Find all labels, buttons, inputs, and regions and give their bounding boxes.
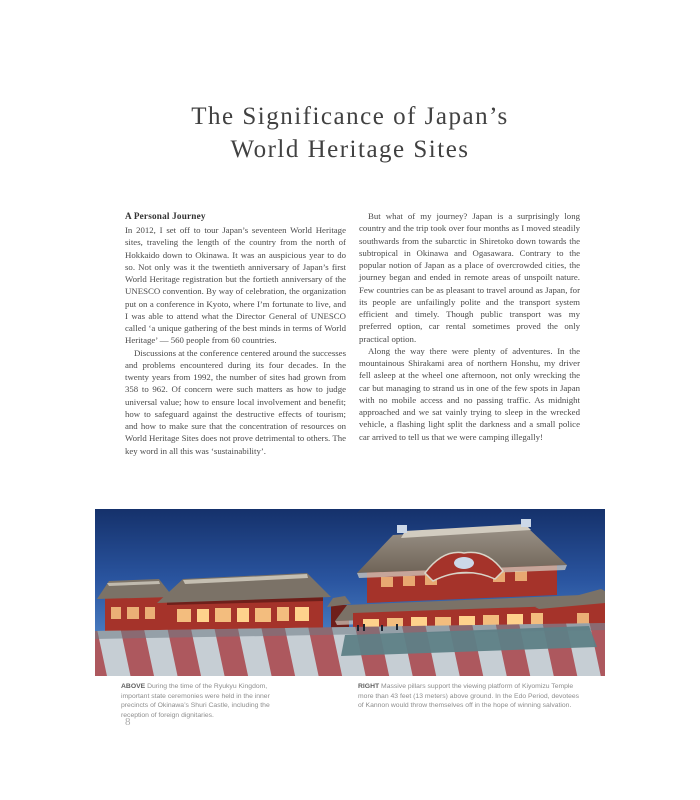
shuri-castle-illustration bbox=[95, 509, 605, 676]
right-paragraph-1: But what of my journey? Japan is a surprisingly long country and the trip took over four months as I moved steadily southwards from the subarctic in Shiretoko down towards the subtropical in Okinawa and Ogasawara. Contrary to the popular notion of Japan as a place of overcrowded cities, the journey began and ended in remote areas of unspoilt nature. Few countries can be as pleasant to travel around as Japan, for its people are unfailingly polite and the transport system efficient and timely. Though public transport was my preferred option, car rental sometimes proved the only practical option. bbox=[359, 211, 580, 344]
left-text-column bbox=[125, 210, 346, 457]
long-hall bbox=[157, 573, 331, 634]
page-number: 8 bbox=[125, 716, 131, 728]
caption-above bbox=[121, 682, 293, 720]
section-heading: A Personal Journey bbox=[125, 211, 206, 221]
caption-above-label: ABOVE bbox=[121, 683, 146, 690]
right-paragraph-2: Along the way there were plenty of adventures. In the mountainous Shirakami area of northern Honshu, my driver fell asleep at the wheel one afternoon, not only wrecking the car but managing to strand us in one of the few spots in Japan with no mobile access and no passing traffic. As midnight approached and we sat vainly trying to sleep in the wrecked vehicle, a flashing light split the darkness and a small police car arrived to tell us that we were camping illegally! bbox=[359, 345, 580, 442]
page-title bbox=[0, 100, 700, 166]
caption-above-text: During the time of the Ryukyu Kingdom, important state ceremonies were held in the inner precincts of Okinawa’s Shuri Castle, including the reception of foreign dignitaries. bbox=[121, 683, 270, 719]
left-paragraph-1: In 2012, I set off to tour Japan’s seventeen World Heritage sites, traveling the length of the country from the north of Hokkaido down to Okinawa. It was an auspicious year to do so. Not only was it the twentieth anniversary of Japan’s first World Heritage registration but the fortieth anniversary of the UNESCO convention. By way of celebration, the organization put on a conference in Kyoto, where I’m fortunate to live, and I was able to attend what the Director General of UNESCO called ‘a unique gathering of the best minds in terms of World Heritage’ — 560 people from 60 countries. bbox=[125, 225, 346, 346]
left-paragraph-2: Discussions at the conference centered around the successes and problems encountered during its four decades. In the twenty years from 1992, the number of sites had grown from 358 to 962. Of concern were such matters as how to judge universal value; how to ensure local involvement and benefit; how to safeguard against the destructive effects of tourism; and how to make sure that the concentration of resources on World Heritage Sites does not prove detrimental to others. The key word in all this was ‘sustainability’. bbox=[125, 347, 346, 456]
caption-right bbox=[358, 682, 582, 711]
title-line-2: World Heritage Sites bbox=[230, 136, 470, 163]
title-line-1: The Significance of Japan’s bbox=[191, 103, 509, 130]
left-pavilion bbox=[97, 579, 173, 633]
shuri-castle-photo bbox=[95, 509, 605, 676]
right-text-column bbox=[359, 210, 580, 443]
caption-right-label: RIGHT bbox=[358, 683, 380, 690]
caption-right-text: Massive pillars support the viewing platform of Kiyomizu Temple more than 43 feet (13 meters) above ground. In the Edo Period, devotees of Kannon would throw themselves off in the hope of winning salvation. bbox=[358, 683, 580, 710]
